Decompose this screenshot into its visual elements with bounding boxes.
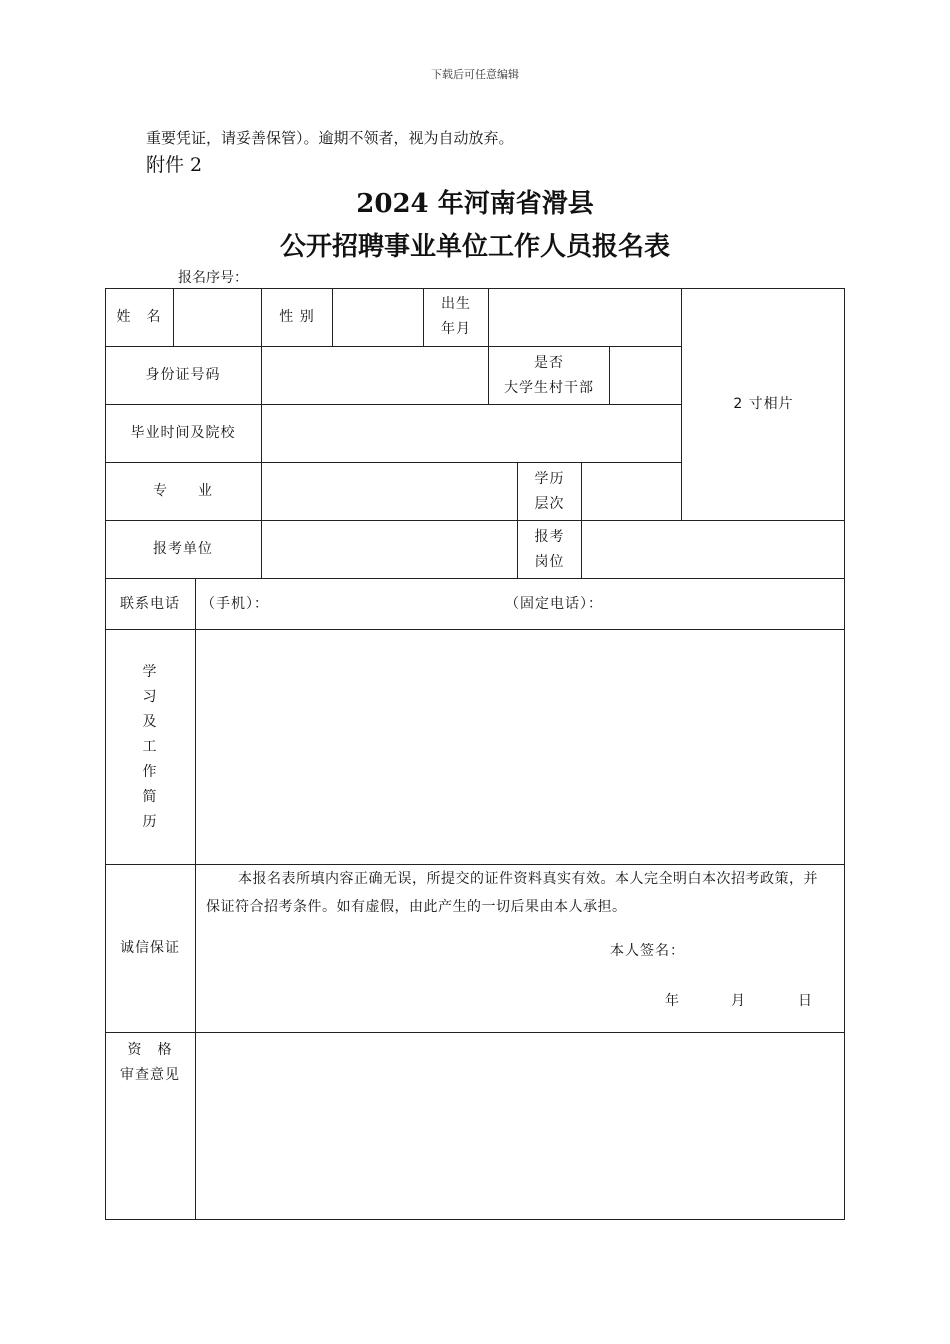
label-mobile: （手机）： [201, 595, 269, 612]
label-village-cadre-line1: 是否 [534, 354, 564, 371]
title-line-1: 2024 年河南省滑县 [356, 189, 594, 219]
name-field[interactable] [174, 288, 261, 346]
date-day-label: 日 [798, 993, 812, 1009]
header-note: 下载后可任意编辑 [431, 68, 519, 81]
resume-field[interactable] [196, 630, 845, 864]
serial-number-label: 报名序号： [178, 270, 248, 286]
attachment-label: 附件 2 [146, 154, 203, 176]
resume-char: 工 [142, 738, 158, 755]
label-review-line2: 审查意见 [120, 1067, 180, 1083]
label-review-line1: 资 格 [127, 1042, 173, 1058]
label-applied-unit: 报考单位 [153, 541, 213, 557]
label-applied-post-line1: 报考 [534, 528, 565, 545]
label-applied-post-line2: 岗位 [534, 553, 565, 570]
resume-char: 历 [142, 813, 158, 830]
resume-char: 学 [142, 663, 158, 680]
landline-field[interactable] [635, 579, 840, 629]
gender-field[interactable] [333, 288, 423, 346]
resume-char: 及 [142, 713, 158, 730]
birth-field[interactable] [489, 288, 681, 346]
label-gender: 性 别 [279, 308, 315, 325]
previous-page-text: 重要凭证，请妥善保管）。逾期不领者，视为自动放弃。 [146, 129, 514, 147]
resume-char: 习 [142, 688, 158, 705]
label-degree-line2: 层次 [534, 495, 565, 512]
date-month-label: 月 [731, 993, 745, 1009]
label-review [105, 1033, 195, 1093]
label-major: 专 业 [153, 483, 213, 499]
signature-label: 本人签名： [610, 943, 685, 959]
review-field[interactable] [196, 1033, 845, 1220]
photo-box[interactable]: 2 寸相片 [733, 395, 794, 412]
label-applied-post [518, 521, 581, 578]
applied-post-field[interactable] [582, 521, 845, 578]
date-year-label: 年 [665, 993, 679, 1009]
label-village-cadre-line2: 大学生村干部 [504, 379, 594, 396]
label-contact: 联系电话 [120, 595, 180, 612]
label-resume [105, 630, 195, 864]
id-number-field[interactable] [262, 347, 488, 404]
village-cadre-field[interactable] [610, 347, 681, 404]
resume-char: 作 [142, 763, 158, 780]
label-pledge: 诚信保证 [120, 940, 180, 956]
label-name: 姓 名 [116, 308, 162, 325]
registration-form [105, 288, 845, 1220]
label-id-number: 身份证号码 [145, 367, 221, 383]
label-degree [518, 463, 581, 520]
major-field[interactable] [262, 463, 517, 520]
degree-field[interactable] [582, 463, 681, 520]
label-village-cadre [489, 347, 609, 404]
pledge-text: 本报名表所填内容正确无误，所提交的证件资料真实有效。本人完全明白本次招考政策，并保证符合招考条件。如有虚假，由此产生的一切后果由本人承担。 [206, 871, 818, 915]
label-degree-line1: 学历 [534, 470, 565, 487]
label-birth-line2: 年月 [441, 321, 471, 337]
title-line-2: 公开招聘事业单位工作人员报名表 [279, 232, 670, 262]
label-landline: （固定电话）： [505, 595, 603, 612]
label-birth [424, 288, 488, 346]
applied-unit-field[interactable] [262, 521, 517, 578]
resume-char: 简 [142, 788, 158, 805]
label-graduation: 毕业时间及院校 [130, 425, 236, 441]
graduation-field[interactable] [262, 405, 681, 462]
mobile-field[interactable] [321, 579, 501, 629]
label-birth-line1: 出生 [441, 296, 471, 312]
